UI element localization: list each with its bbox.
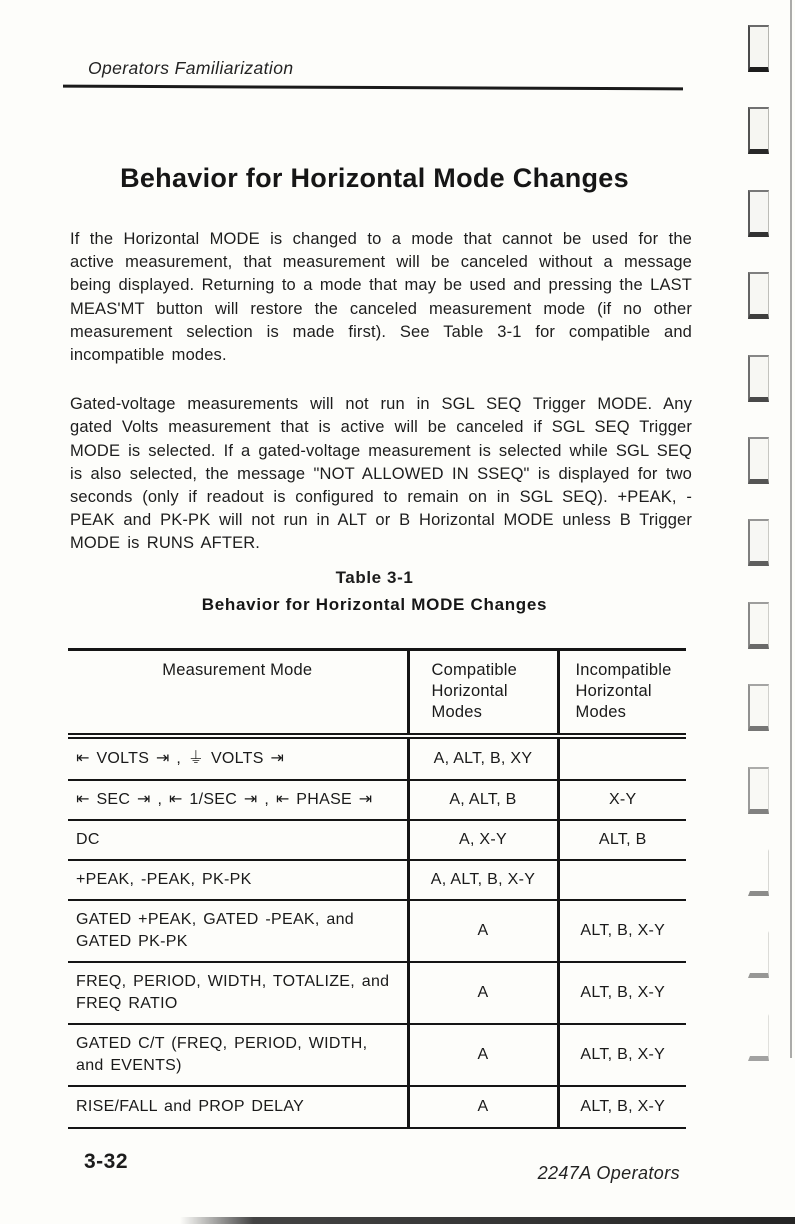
cell-incompatible-modes: X-Y xyxy=(558,780,686,820)
binder-mark xyxy=(748,437,769,484)
cell-incompatible-modes: ALT, B, X-Y xyxy=(558,900,686,962)
page-title: Behavior for Horizontal Mode Changes xyxy=(120,163,629,193)
binder-mark xyxy=(748,767,769,814)
running-head-rule xyxy=(63,85,683,91)
cell-compatible-modes: A, ALT, B xyxy=(408,780,558,820)
table-header-row xyxy=(68,650,686,737)
cell-measurement-mode: DC xyxy=(68,820,408,860)
cell-incompatible-modes: ALT, B xyxy=(558,820,686,860)
cell-compatible-modes: A, X-Y xyxy=(408,820,558,860)
table-row xyxy=(68,962,686,1024)
binder-mark xyxy=(748,272,769,319)
horizontal-mode-table xyxy=(68,648,686,1129)
table-row xyxy=(68,1086,686,1128)
paragraph-1: If the Horizontal MODE is changed to a mode that cannot be used for the active measurement, that measurement will be canceled without a message being displayed. Returning to a mode that may be used and pressing the LAST MEAS'MT button will restore the canceled measurement mode (if no other measurement selection is made first). See Table 3-1 for compatible and incompatible modes. xyxy=(70,230,692,365)
binder-mark xyxy=(748,849,769,896)
cell-compatible-modes: A xyxy=(408,962,558,1024)
cell-measurement-mode: GATED +PEAK, GATED -PEAK, and GATED PK-PK xyxy=(68,900,408,962)
cell-compatible-modes: A xyxy=(408,1086,558,1128)
cell-measurement-mode: ⇤ SEC ⇥ , ⇤ 1/SEC ⇥ , ⇤ PHASE ⇥ xyxy=(68,780,408,820)
running-head: Operators Familiarization xyxy=(88,58,294,78)
cell-measurement-mode: RISE/FALL and PROP DELAY xyxy=(68,1086,408,1128)
cell-compatible-modes: A, ALT, B, XY xyxy=(408,736,558,780)
table-row xyxy=(68,736,686,780)
binder-mark xyxy=(748,1014,769,1061)
column-header-measurement-mode: Measurement Mode xyxy=(68,650,408,737)
binder-mark xyxy=(748,190,769,237)
cell-compatible-modes: A, ALT, B, X-Y xyxy=(408,860,558,900)
table-row xyxy=(68,780,686,820)
manual-title: 2247A Operators xyxy=(537,1163,680,1183)
binder-mark xyxy=(748,25,769,72)
binder-mark xyxy=(748,931,769,978)
page-number: 3-32 xyxy=(84,1150,129,1173)
scan-edge-line xyxy=(790,0,792,1058)
cell-incompatible-modes xyxy=(558,736,686,780)
cell-compatible-modes: A xyxy=(408,900,558,962)
binder-mark xyxy=(748,355,769,402)
table-row xyxy=(68,1024,686,1086)
cell-incompatible-modes: ALT, B, X-Y xyxy=(558,1086,686,1128)
column-header-compatible: Compatible Horizontal Modes xyxy=(408,650,558,737)
table-row xyxy=(68,820,686,860)
binder-mark xyxy=(748,684,769,731)
scan-edge-shadow xyxy=(180,1217,795,1224)
cell-measurement-mode: ⇤ VOLTS ⇥ , ⏚ VOLTS ⇥ xyxy=(68,736,408,780)
binder-mark xyxy=(748,107,769,154)
cell-measurement-mode: GATED C/T (FREQ, PERIOD, WIDTH, and EVENTS) xyxy=(68,1024,408,1086)
cell-measurement-mode: FREQ, PERIOD, WIDTH, TOTALIZE, and FREQ RATIO xyxy=(68,962,408,1024)
table-row xyxy=(68,860,686,900)
table-row xyxy=(68,900,686,962)
binder-mark xyxy=(748,519,769,566)
body-text xyxy=(70,228,692,556)
cell-incompatible-modes xyxy=(558,860,686,900)
cell-incompatible-modes: ALT, B, X-Y xyxy=(558,962,686,1024)
table-number: Table 3-1 xyxy=(335,568,414,587)
column-header-incompatible: Incompatible Horizontal Modes xyxy=(558,650,686,737)
cell-incompatible-modes: ALT, B, X-Y xyxy=(558,1024,686,1086)
table-title: Behavior for Horizontal MODE Changes xyxy=(201,595,548,614)
binder-mark xyxy=(748,602,769,649)
table-caption xyxy=(63,568,686,615)
cell-compatible-modes: A xyxy=(408,1024,558,1086)
cell-measurement-mode: +PEAK, -PEAK, PK-PK xyxy=(68,860,408,900)
binder-marks xyxy=(735,0,795,1224)
paragraph-2: Gated-voltage measurements will not run in SGL SEQ Trigger MODE. Any gated Volts measurement that is active will be canceled if SGL SEQ Trigger MODE is selected. If a gated-voltage measurement is selected while SGL SEQ is also selected, the message "NOT ALLOWED IN SSEQ" is displayed for two seconds (only if readout is configured to remain on in SGL SEQ). +PEAK, -PEAK and PK-PK will not run in ALT or B Horizontal MODE unless B Trigger MODE is RUNS AFTER. xyxy=(70,395,692,553)
